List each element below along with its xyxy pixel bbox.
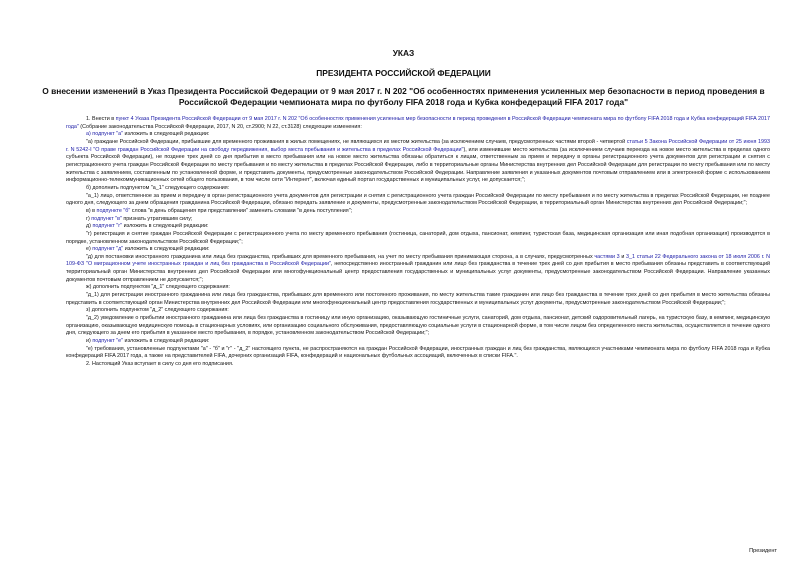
item-i-quote: "е) требования, установленные подпунктами "а" - "б" и "г" - "д_2" настоящего пункта, не распространяются на граждан Российской Федерации, иностранных граждан и лиц без гражданства, являющихся участниками чемпионата мира по футболу FIFA 2018 года и Кубка конфедераций FIFA 2017 года, а также на представителей FIFA, дочерних организаций FIFA, конфедераций и национальных футбольных ассоциаций, включенных в списки FIFA.". xyxy=(66,345,770,360)
item-i xyxy=(66,338,770,346)
item-d-quote: "г) регистрация и снятие граждан Российской Федерации с регистрационного учета по месту временного пребывания (гостиница, санаторий, дом отдыха, пансионат, кемпинг, туристская база, медицинская организация или иная подобная организация) производятся в порядке, установленном законодательством Российской Федерации;"; xyxy=(66,230,770,245)
text: и) xyxy=(86,338,93,345)
link-law-5242[interactable]: статьи 5 Закона Российской Федерации от 25 июня 1993 г. N 5242-I "О праве граждан Российской Федерации на свободу передвижения, выбор места пребывания и жительства в пределах Российской Федерации" xyxy=(66,138,771,153)
text: "д) для постановки иностранного гражданина или лица без гражданства, прибывших для временного пребывания, на учет по месту пребывания принимающая сторона, а в случаях, предусмотренных xyxy=(86,253,595,260)
signature: Президент xyxy=(749,548,777,554)
item-b-quote: "а_1) лицо, ответственное за прием и передачу в орган регистрационного учета документов для регистрации и снятия с регистрационного учета граждан Российской Федерации по месту пребывания и по месту жительства в пределах Российской Федерации, не позднее одного дня, следующего за днем обращения гражданина Российской Федерации, обязано передать заявление и документы, предусмотренные законодательством Российской Федерации, в территориальный орган Министерства внутренних дел Российской Федерации;"; xyxy=(66,192,770,207)
text: слова "в день обращения при представлении" заменить словами "в день поступления"; xyxy=(130,207,353,214)
text: "а) граждане Российской Федерации, прибывшие для временного проживания в жилых помещениях, не являющихся их местом жительства (за исключением случаев, предусмотренных частями второй - четвертой xyxy=(86,138,627,145)
text: , непосредственно иностранный гражданин или лицо без гражданства в течение трех дней со дня прибытия в место пребывания обязаны представить в соответствующий территориальный орган Министерства внутренних дел Российской Федерации или многофункциональный центр предоставления государственных и муниципальных услуг документы, предусмотренные законодательством Российской Федерации. Направление указанных документов почтовым отправлением не допускается;"; xyxy=(66,261,770,283)
text: признать утратившим силу; xyxy=(121,215,193,222)
text: (Собрание законодательства Российской Федерации, 2017, N 20, ст.2900; N 22, ст.3128) следующие изменения: xyxy=(78,123,362,130)
link-decree-202[interactable]: пункт 4 Указа Президента Российской Федерации от 9 мая 2017 г. N 202 "Об особенностях применения усиленных мер безопасности в период проведения в Российской Федерации чемпионата мира по футболу FIFA 2018 года и Кубка конфедераций FIFA 2017 года" xyxy=(66,116,770,130)
link-part-3[interactable]: частями 3 xyxy=(594,253,620,260)
item-zh: ж) дополнить подпунктом "д_1" следующего содержания: xyxy=(86,284,230,291)
item-e xyxy=(66,246,770,254)
text: в) в xyxy=(86,207,97,214)
item-e-quote xyxy=(66,254,770,285)
link-subpoint-g[interactable]: подпункт "г" xyxy=(92,223,123,230)
text: 1. Внести в xyxy=(86,116,116,122)
link-subpoint-v[interactable]: подпункт "в" xyxy=(91,215,122,222)
item-z: з) дополнить подпунктом "д_2" следующего содержания: xyxy=(86,307,229,314)
text: е) xyxy=(86,246,93,253)
item-v xyxy=(66,208,770,216)
link-law-109[interactable]: 3_1 статьи 22 Федерального закона от 18 июля 2006 г. N 109-ФЗ "О миграционном учете иностранных граждан и лиц без гражданства в Российской Федерации" xyxy=(66,253,770,268)
text: г) xyxy=(86,215,92,222)
document-title: УКАЗ xyxy=(392,48,415,58)
document-body xyxy=(66,116,770,369)
text: изложить в следующей редакции: xyxy=(122,223,209,230)
document-subject: О внесении изменений в Указ Президента Российской Федерации от 9 мая 2017 г. N 202 "Об особенностях применения усиленных мер безопасности в период проведения в Российской Федерации чемпионата мира по футболу FIFA 2018 года и Кубка конфедераций FIFA 2017 года" xyxy=(42,86,765,107)
text: изложить в следующей редакции: xyxy=(123,131,210,138)
item-a xyxy=(66,131,770,139)
item-b: б) дополнить подпунктом "а_1" следующего содержания: xyxy=(86,184,230,191)
link-subpoint-e[interactable]: подпункт "е" xyxy=(92,338,124,345)
item-d xyxy=(66,223,770,231)
item-z-quote: "д_2) уведомление о прибытии иностранного гражданина или лица без гражданства в гостиницу или иную организацию, оказывающую гостиничные услуги, санаторий, дом отдыха, пансионат, детский оздоровительный лагерь, на туристскую базу, в кемпинг, медицинскую организацию, оказывающую медицинскую помощь в стационарных условиях, или организацию социального обслуживания, предоставляющую социальные услуги в стационарной форме, в том числе лицом без определенного места жительства, осуществляется в течение одного дня, следующего за днем его прибытия в указанное место пребывания, в порядке, установленном законодательством Российской Федерации;"; xyxy=(66,315,770,337)
paragraph-2: 2. Настоящий Указ вступает в силу со дня его подписания. xyxy=(86,361,234,367)
text: изложить в следующей редакции: xyxy=(123,338,210,345)
text: и xyxy=(619,253,627,260)
text: д) xyxy=(86,223,93,230)
link-subpoint-a[interactable]: а) подпункт "а" xyxy=(86,131,124,138)
paragraph-1 xyxy=(66,116,770,131)
link-subpoint-d[interactable]: подпункт "д" xyxy=(92,246,124,253)
text: изложить в следующей редакции: xyxy=(123,246,210,253)
text: ), или изменившие место жительства (за исключением случаев переезда на новое место жительства в пределах одного субъекта Российской Федерации), не позднее трех дней со дня прибытия в место пребывания или на новое место жительства обязаны обратиться к лицам, ответственным за прием и передачу в органы регистрационного учета документов для регистрации и снятия с регистрационного учета граждан Российской Федерации по месту пребывания и по месту жительства в пределах Российской Федерации, либо в территориальные органы Министерства внутренних дел Российской Федерации для регистрации по месту пребывания или по месту жительства с заявлением, составленным по установленной форме, и представить документы, предусмотренные законодательством Российской Федерации. Направление заявления и указанных документов почтовым отправлением или в электронной форме с использованием информационно-телекоммуникационных сетей общего пользования, в том числе сети "Интернет", включая единый портал государственных и муниципальных услуг, не допускается;"; xyxy=(66,146,770,184)
item-zh-quote: "д_1) для регистрации иностранного гражданина или лица без гражданства, прибывших для временного или постоянного проживания, по месту жительства такие гражданин или лицо без гражданства в течение трех дней со дня прибытия в место жительства обязаны представить в соответствующий орган Министерства внутренних дел Российской Федерации или многофункциональный центр предоставления государственных и муниципальных услуг документы, предусмотренные законодательством Российской Федерации;"; xyxy=(66,292,770,306)
item-a-quote xyxy=(66,139,770,185)
link-subpoint-b[interactable]: подпункте "б" xyxy=(96,207,131,214)
document-issuer: ПРЕЗИДЕНТА РОССИЙСКОЙ ФЕДЕРАЦИИ xyxy=(316,68,491,78)
